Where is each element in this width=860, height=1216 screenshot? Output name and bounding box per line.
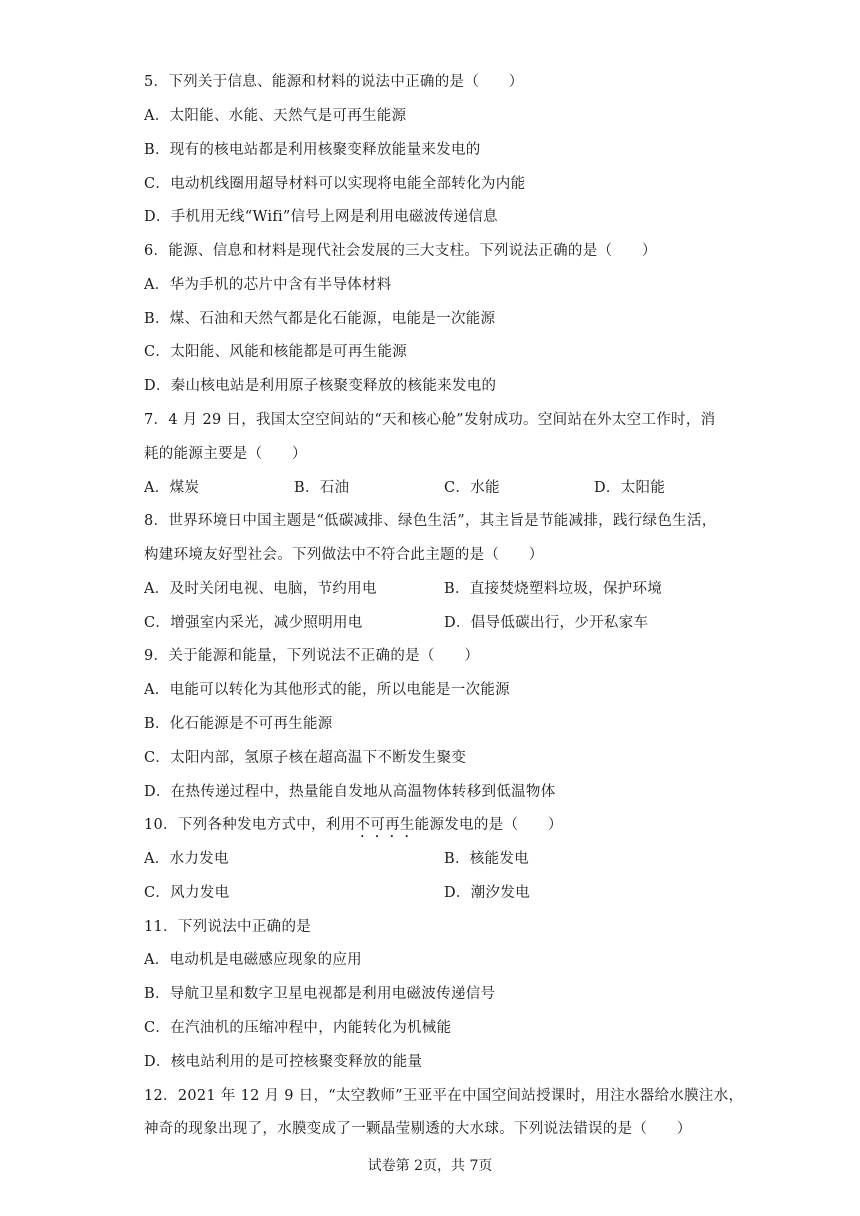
q5-option-a: A．太阳能、水能、天然气是可再生能源 xyxy=(144,108,407,124)
q9-stem: 9．关于能源和能量，下列说法不正确的是（ ） xyxy=(144,648,480,664)
q11-option-b: B．导航卫星和数字卫星电视都是利用电磁波传递信号 xyxy=(144,986,496,1002)
q7-option-a: A．煤炭 xyxy=(144,480,200,496)
q6-option-b: B．煤、石油和天然气都是化石能源，电能是一次能源 xyxy=(144,311,496,327)
q10-stem xyxy=(144,815,563,841)
q11-stem: 11．下列说法中正确的是 xyxy=(144,919,312,935)
q5-option-c: C．电动机线圈用超导材料可以实现将电能全部转化为内能 xyxy=(144,176,526,192)
q11-option-c: C．在汽油机的压缩冲程中，内能转化为机械能 xyxy=(144,1020,452,1036)
q7-option-c: C．水能 xyxy=(444,480,500,496)
q6-option-d: D．秦山核电站是利用原子核聚变释放的核能来发电的 xyxy=(144,378,497,394)
q7-stem-line2: 耗的能源主要是（ ） xyxy=(144,446,307,462)
q5-option-b: B．现有的核电站都是利用核聚变释放能量来发电的 xyxy=(144,142,481,158)
q7-option-b: B．石油 xyxy=(294,480,350,496)
q11-option-d: D．核电站利用的是可控核聚变释放的能量 xyxy=(144,1054,423,1070)
q8-stem-line1: 8．世界环境日中国主题是“低碳减排、绿色生活”，其主旨是节能减排，践行绿色生活， xyxy=(144,513,717,529)
page-footer: 试卷第 2页，共 7页 xyxy=(367,1158,493,1174)
q12-stem-line1: 12．2021 年 12 月 9 日，“太空教师”王亚平在中国空间站授课时，用注水器给水膜注水， xyxy=(144,1088,744,1104)
q6-option-a: A．华为手机的芯片中含有半导体材料 xyxy=(144,277,392,293)
q9-option-b: B．化石能源是不可再生能源 xyxy=(144,716,333,732)
q6-option-c: C．太阳能、风能和核能都是可再生能源 xyxy=(144,344,407,360)
q11-option-a: A．电动机是电磁感应现象的应用 xyxy=(144,952,362,968)
q10-stem-post: 能源发电的是（ ） xyxy=(414,817,563,833)
q9-option-d: D．在热传递过程中，热量能自发地从高温物体转移到低温物体 xyxy=(144,784,556,800)
q8-option-c: C．增强室内采光，减少照明用电 xyxy=(144,615,363,631)
q10-option-d: D．潮汐发电 xyxy=(444,885,530,901)
q5-stem: 5．下列关于信息、能源和材料的说法中正确的是（ ） xyxy=(144,74,524,90)
q8-option-a: A．及时关闭电视、电脑，节约用电 xyxy=(144,581,377,597)
q8-stem-line2: 构建环境友好型社会。下列做法中不符合此主题的是（ ） xyxy=(144,547,544,563)
q6-stem: 6．能源、信息和材料是现代社会发展的三大支柱。下列说法正确的是（ ） xyxy=(144,243,657,259)
q8-option-b: B．直接焚烧塑料垃圾，保护环境 xyxy=(444,581,663,597)
q12-stem-line2: 神奇的现象出现了，水膜变成了一颗晶莹剔透的大水球。下列说法错误的是（ ） xyxy=(144,1121,692,1137)
q7-stem-line1: 7．4 月 29 日，我国太空空间站的“天和核心舱”发射成功。空间站在外太空工作时，消 xyxy=(144,412,716,428)
q10-stem-pre: 10．下列各种发电方式中，利用 xyxy=(144,817,356,833)
q7-option-d: D．太阳能 xyxy=(594,480,666,496)
q9-option-a: A．电能可以转化为其他形式的能，所以电能是一次能源 xyxy=(144,682,510,698)
q10-option-c: C．风力发电 xyxy=(144,885,230,901)
q8-option-d: D．倡导低碳出行，少开私家车 xyxy=(444,615,649,631)
q5-option-d: D．手机用无线“Wifi”信号上网是利用电磁波传递信息 xyxy=(144,209,498,225)
q10-option-a: A．水力发电 xyxy=(144,851,229,867)
q10-option-b: B．核能发电 xyxy=(444,851,529,867)
q10-stem-emphasis: 不可再生 xyxy=(355,817,415,833)
q9-option-c: C．太阳内部，氢原子核在超高温下不断发生聚变 xyxy=(144,750,467,766)
